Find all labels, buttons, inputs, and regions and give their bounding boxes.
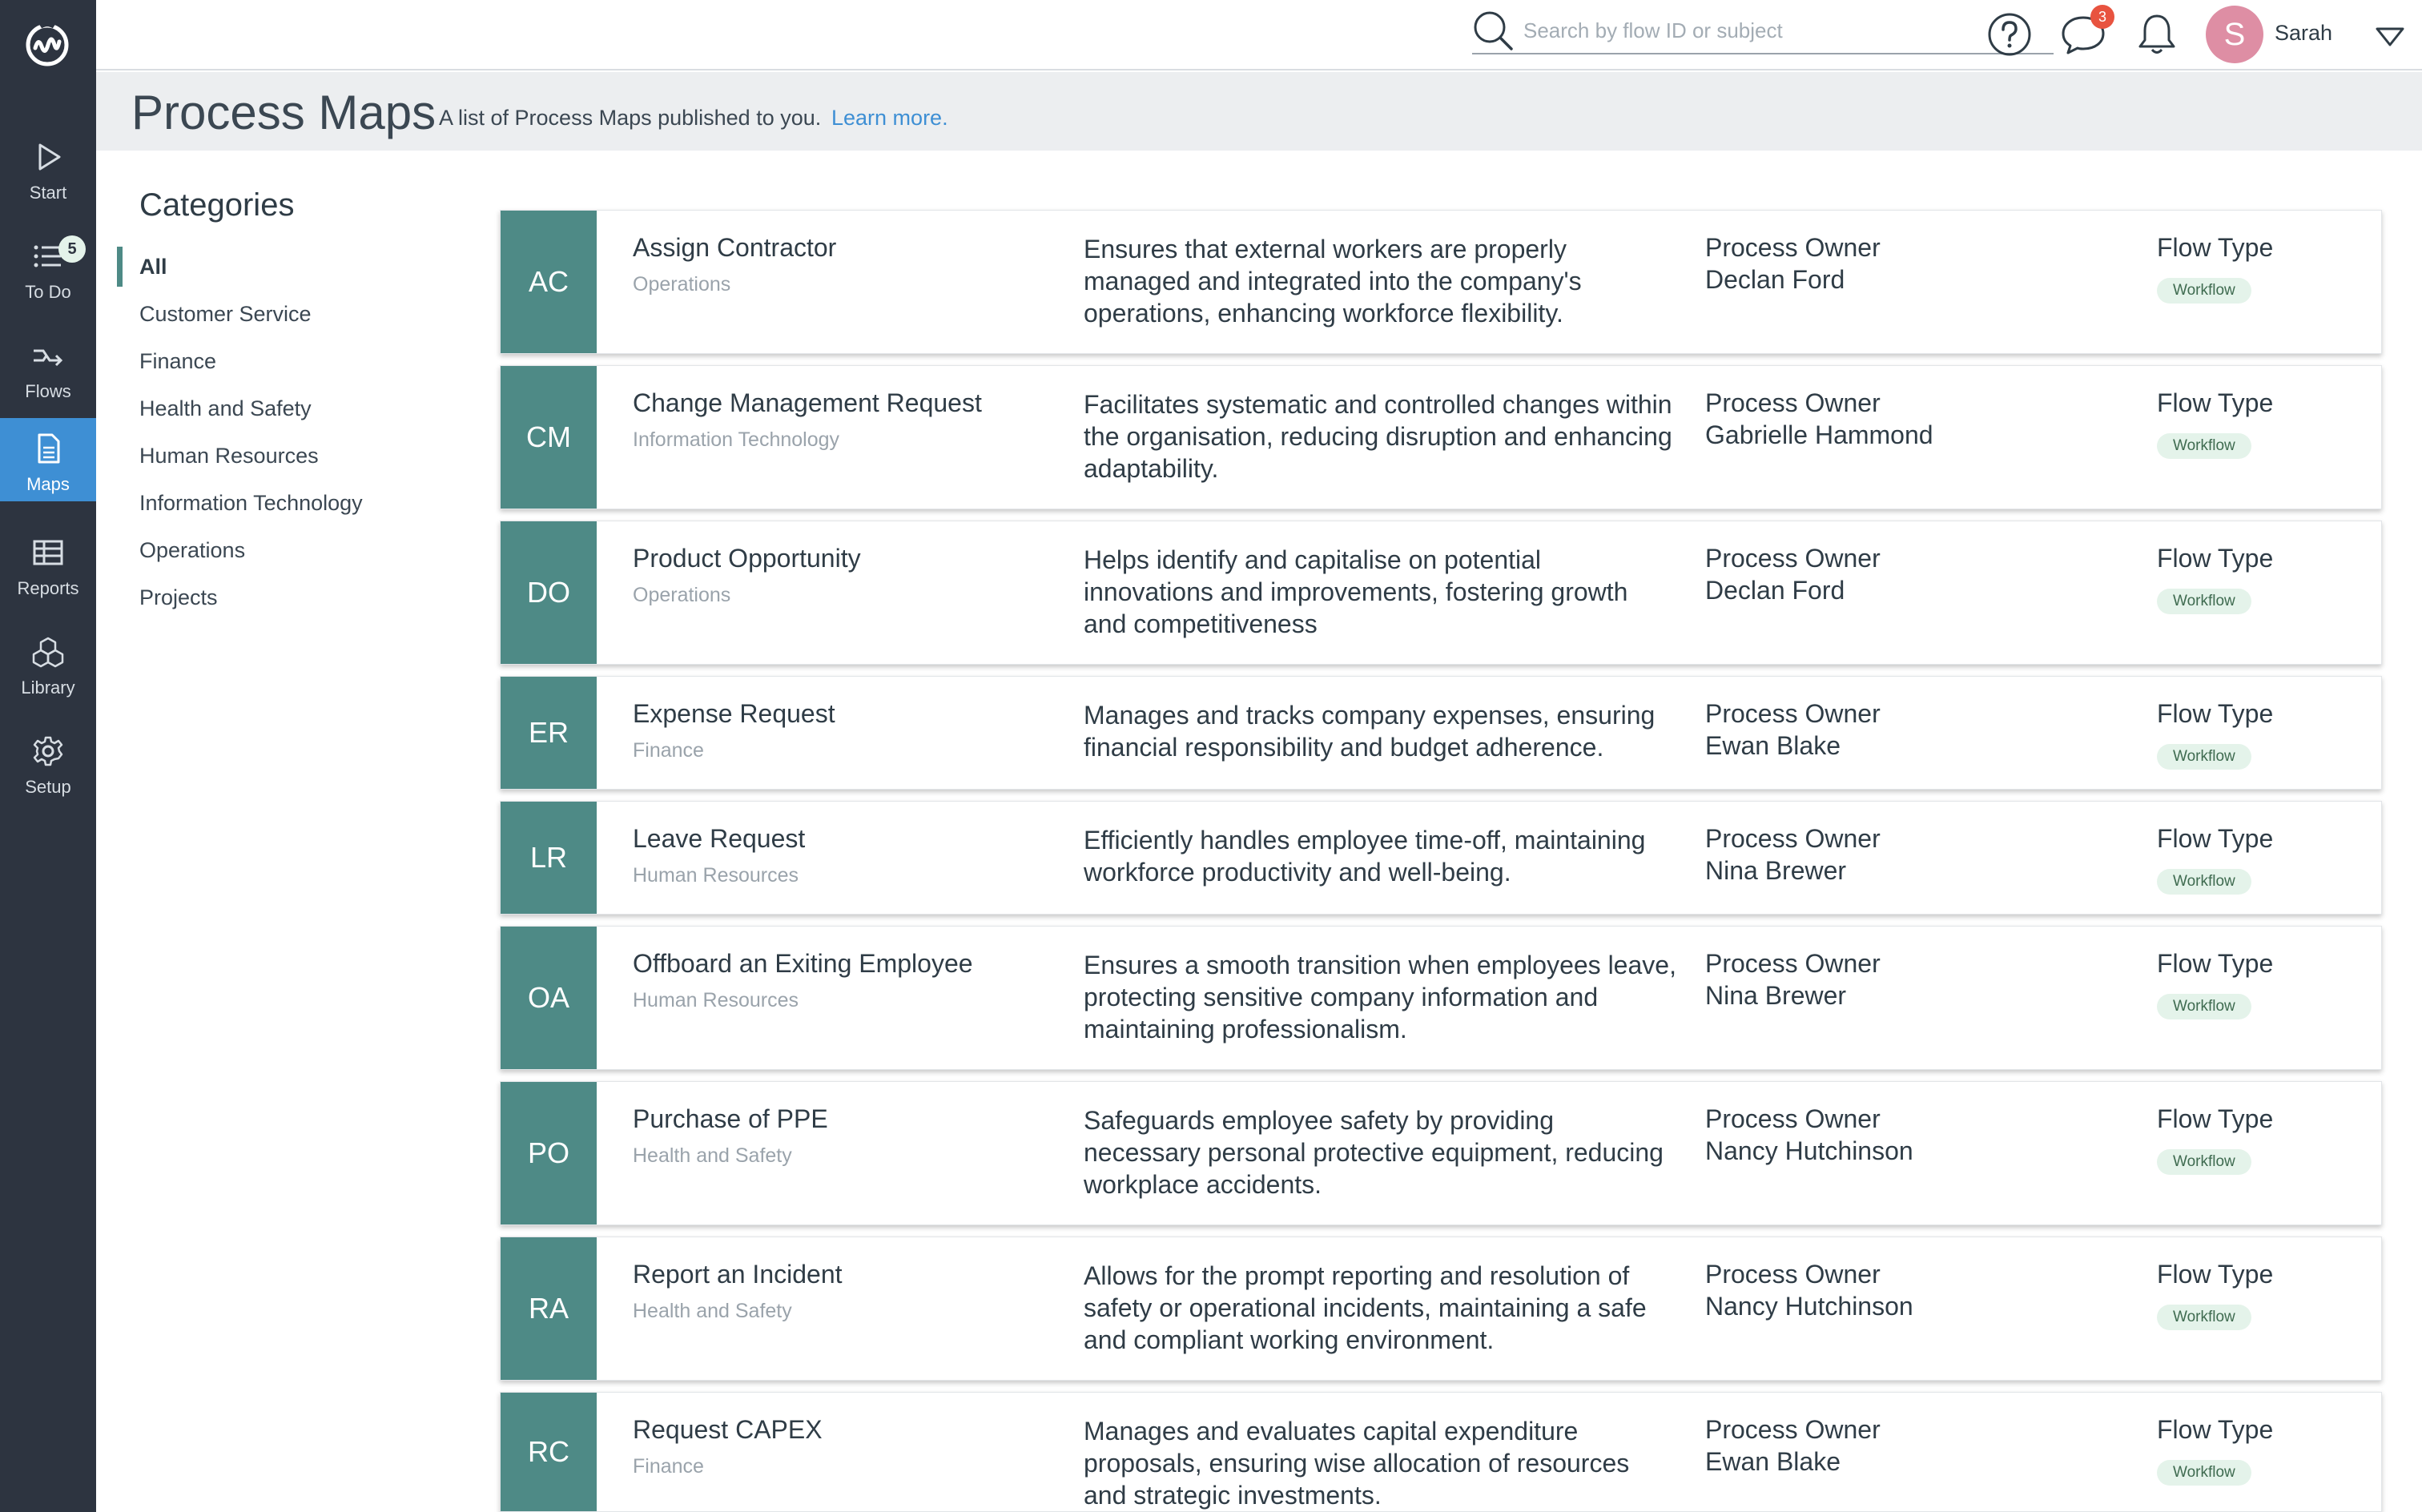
process-map-row[interactable]	[500, 365, 2382, 509]
nav-library[interactable]	[0, 621, 96, 705]
flow-type-badge: Workflow	[2157, 1305, 2251, 1330]
map-name[interactable]: Leave Request	[633, 824, 806, 853]
process-map-row[interactable]	[500, 926, 2382, 1070]
flow-type-badge: Workflow	[2157, 278, 2251, 304]
map-description: Facilitates systematic and controlled changes within the organisation, reducing disruption and enhancing adaptability.	[1084, 390, 1672, 483]
messages-button[interactable]	[2060, 11, 2106, 58]
map-description: Ensures that external workers are properly managed and integrated into the company's operations, enhancing workforce flexibility.	[1084, 235, 1582, 328]
play-icon	[32, 141, 64, 173]
flow-type-badge: Workflow	[2157, 869, 2251, 895]
owner-name: Ewan Blake	[1705, 731, 1841, 760]
process-map-row[interactable]	[500, 210, 2382, 354]
bell-icon	[2134, 11, 2180, 58]
flow-type-badge: Workflow	[2157, 1460, 2251, 1486]
map-initials: AC	[501, 211, 597, 353]
search-input[interactable]	[1523, 14, 2044, 46]
flow-type-badge: Workflow	[2157, 1149, 2251, 1175]
category-information-technology[interactable]: Information Technology	[139, 491, 363, 515]
map-category: Health and Safety	[633, 1144, 792, 1167]
table-icon	[32, 537, 64, 569]
nav-reports[interactable]	[0, 522, 96, 605]
category-human-resources[interactable]: Human Resources	[139, 444, 319, 468]
owner-name: Declan Ford	[1705, 265, 1845, 294]
map-initials: ER	[501, 677, 597, 789]
map-category: Finance	[633, 739, 704, 762]
map-category: Health and Safety	[633, 1300, 792, 1322]
process-map-row[interactable]	[500, 801, 2382, 915]
map-description: Safeguards employee safety by providing necessary personal protective equipment, reducing workplace accidents.	[1084, 1106, 1664, 1199]
search-box	[1472, 8, 2054, 54]
map-name[interactable]: Expense Request	[633, 699, 835, 728]
nav-start[interactable]	[0, 127, 96, 210]
avatar[interactable]: S	[2206, 6, 2263, 63]
flow-type-badge: Workflow	[2157, 589, 2251, 614]
owner-name: Gabrielle Hammond	[1705, 420, 1933, 449]
flow-type-label: Flow Type	[2157, 949, 2274, 978]
nav-setup-label: Setup	[25, 777, 71, 797]
map-name[interactable]: Product Opportunity	[633, 544, 861, 573]
map-description: Helps identify and capitalise on potential innovations and improvements, fostering growth and competitiveness	[1084, 545, 1628, 638]
owner-label: Process Owner	[1705, 388, 1881, 417]
map-name[interactable]: Change Management Request	[633, 388, 982, 417]
map-initials: RC	[501, 1393, 597, 1511]
user-name[interactable]: Sarah	[2275, 21, 2333, 45]
map-category: Information Technology	[633, 428, 840, 451]
flow-type-badge: Workflow	[2157, 994, 2251, 1019]
owner-name: Nancy Hutchinson	[1705, 1136, 1913, 1165]
map-name[interactable]: Purchase of PPE	[633, 1104, 828, 1133]
owner-name: Nancy Hutchinson	[1705, 1292, 1913, 1321]
chevron-down-icon[interactable]	[2372, 19, 2408, 54]
flows-icon	[32, 340, 64, 372]
nav-maps[interactable]	[0, 418, 96, 501]
app-logo-icon[interactable]	[24, 18, 70, 67]
page-header	[96, 72, 2422, 151]
page-subtitle: A list of Process Maps published to you.	[439, 106, 822, 130]
map-category: Human Resources	[633, 989, 799, 1011]
nav-todo[interactable]	[0, 226, 96, 309]
notifications-button[interactable]	[2134, 11, 2180, 58]
map-category: Finance	[633, 1455, 704, 1478]
map-description: Manages and tracks company expenses, ensuring financial responsibility and budget adherence.	[1084, 701, 1656, 762]
owner-name: Nina Brewer	[1705, 856, 1847, 885]
flow-type-label: Flow Type	[2157, 1260, 2274, 1289]
map-description: Ensures a smooth transition when employees leave, protecting sensitive company information and maintaining professionalism.	[1084, 951, 1676, 1044]
map-initials: LR	[501, 802, 597, 914]
owner-name: Nina Brewer	[1705, 981, 1847, 1010]
flow-type-label: Flow Type	[2157, 824, 2274, 853]
category-all[interactable]: All	[139, 255, 167, 279]
owner-label: Process Owner	[1705, 544, 1881, 573]
search-icon[interactable]	[1472, 10, 1514, 51]
nav-maps-label: Maps	[26, 474, 70, 494]
owner-label: Process Owner	[1705, 233, 1881, 262]
map-name[interactable]: Request CAPEX	[633, 1415, 823, 1444]
map-name[interactable]: Report an Incident	[633, 1260, 843, 1289]
owner-label: Process Owner	[1705, 1104, 1881, 1133]
flow-type-label: Flow Type	[2157, 1104, 2274, 1133]
category-health-and-safety[interactable]: Health and Safety	[139, 396, 312, 420]
map-initials: RA	[501, 1237, 597, 1380]
category-finance[interactable]: Finance	[139, 349, 217, 373]
categories-title: Categories	[139, 187, 295, 223]
category-operations[interactable]: Operations	[139, 538, 246, 562]
nav-start-label: Start	[29, 183, 67, 203]
flow-type-label: Flow Type	[2157, 233, 2274, 262]
process-map-row[interactable]	[500, 1081, 2382, 1225]
process-map-row[interactable]	[500, 521, 2382, 665]
cubes-icon	[32, 636, 64, 668]
owner-label: Process Owner	[1705, 1415, 1881, 1444]
nav-flows-label: Flows	[25, 381, 71, 401]
map-initials: OA	[501, 927, 597, 1069]
nav-setup[interactable]	[0, 721, 96, 804]
gear-icon	[32, 735, 64, 767]
nav-library-label: Library	[21, 678, 75, 698]
nav-flows[interactable]	[0, 325, 96, 408]
flow-type-label: Flow Type	[2157, 699, 2274, 728]
todo-count-badge: 5	[58, 235, 86, 263]
map-category: Operations	[633, 584, 731, 606]
top-bar	[96, 0, 2422, 70]
owner-label: Process Owner	[1705, 1260, 1881, 1289]
map-description: Manages and evaluates capital expenditure proposals, ensuring wise allocation of resources and strategic investments.	[1084, 1417, 1630, 1510]
flow-type-label: Flow Type	[2157, 544, 2274, 573]
left-nav	[0, 0, 96, 1512]
map-description: Efficiently handles employee time-off, maintaining workforce productivity and well-being.	[1084, 826, 1646, 887]
owner-label: Process Owner	[1705, 699, 1881, 728]
flow-type-label: Flow Type	[2157, 1415, 2274, 1444]
page-title: Process Maps	[131, 86, 437, 139]
messages-count-badge: 3	[2090, 5, 2114, 29]
selected-category-marker	[117, 247, 123, 287]
owner-label: Process Owner	[1705, 824, 1881, 853]
map-name[interactable]: Offboard an Exiting Employee	[633, 949, 973, 978]
map-name[interactable]: Assign Contractor	[633, 233, 837, 262]
map-initials: CM	[501, 366, 597, 509]
help-icon	[1986, 11, 2033, 58]
process-map-row[interactable]	[500, 1392, 2382, 1512]
map-category: Operations	[633, 273, 731, 296]
map-category: Human Resources	[633, 864, 799, 887]
help-button[interactable]	[1986, 11, 2033, 58]
map-description: Allows for the prompt reporting and resolution of safety or operational incidents, maintaining a safe and compliant working environment.	[1084, 1261, 1647, 1354]
category-projects[interactable]: Projects	[139, 585, 218, 609]
owner-label: Process Owner	[1705, 949, 1881, 978]
document-icon	[32, 432, 64, 464]
category-customer-service[interactable]: Customer Service	[139, 302, 312, 326]
nav-reports-label: Reports	[17, 578, 79, 598]
owner-name: Ewan Blake	[1705, 1447, 1841, 1476]
map-initials: PO	[501, 1082, 597, 1224]
owner-name: Declan Ford	[1705, 576, 1845, 605]
flow-type-badge: Workflow	[2157, 433, 2251, 459]
flow-type-badge: Workflow	[2157, 744, 2251, 770]
map-initials: DO	[501, 521, 597, 664]
process-map-row[interactable]	[500, 1237, 2382, 1381]
learn-more-link[interactable]: Learn more.	[831, 106, 948, 130]
flow-type-label: Flow Type	[2157, 388, 2274, 417]
process-map-row[interactable]	[500, 676, 2382, 790]
nav-todo-label: To Do	[25, 282, 71, 302]
